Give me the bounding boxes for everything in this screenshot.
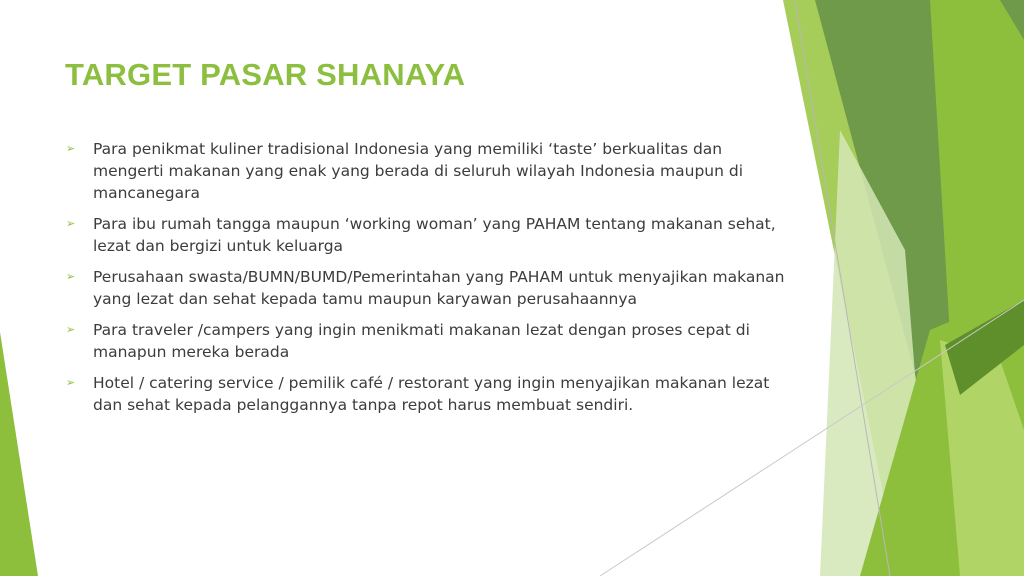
bullet-text: Para penikmat kuliner tradisional Indonesia yang memiliki ‘taste’ berkualitas dan mengerti makanan yang enak yang berada di seluruh wilayah Indonesia maupun di mancanegara xyxy=(93,140,744,202)
slide-title: TARGET PASAR SHANAYA xyxy=(65,57,466,92)
bullet-item xyxy=(66,213,786,257)
arrow-bullet-icon: ➢ xyxy=(66,323,76,336)
bullet-item xyxy=(66,138,786,204)
bullet-text: Para traveler /campers yang ingin menikmati makanan lezat dengan proses cepat di manapun mereka berada xyxy=(93,321,750,361)
bullet-item xyxy=(66,372,786,416)
arrow-bullet-icon: ➢ xyxy=(66,376,76,389)
bullet-list xyxy=(66,138,786,425)
bullet-text: Perusahaan swasta/BUMN/BUMD/Pemerintahan yang PAHAM untuk menyajikan makanan yang lezat dan sehat kepada tamu maupun karyawan perusahaannya xyxy=(93,268,785,308)
bullet-item xyxy=(66,319,786,363)
left-green-triangle xyxy=(0,332,38,576)
arrow-bullet-icon: ➢ xyxy=(66,270,76,283)
bullet-text: Hotel / catering service / pemilik café / restorant yang ingin menyajikan makanan lezat dan sehat kepada pelanggannya tanpa repot harus membuat sendiri. xyxy=(93,374,770,414)
bullet-item xyxy=(66,266,786,310)
bullet-text: Para ibu rumah tangga maupun ‘working woman’ yang PAHAM tentang makanan sehat, lezat dan bergizi untuk keluarga xyxy=(93,215,776,255)
arrow-bullet-icon: ➢ xyxy=(66,217,76,230)
arrow-bullet-icon: ➢ xyxy=(66,142,76,155)
